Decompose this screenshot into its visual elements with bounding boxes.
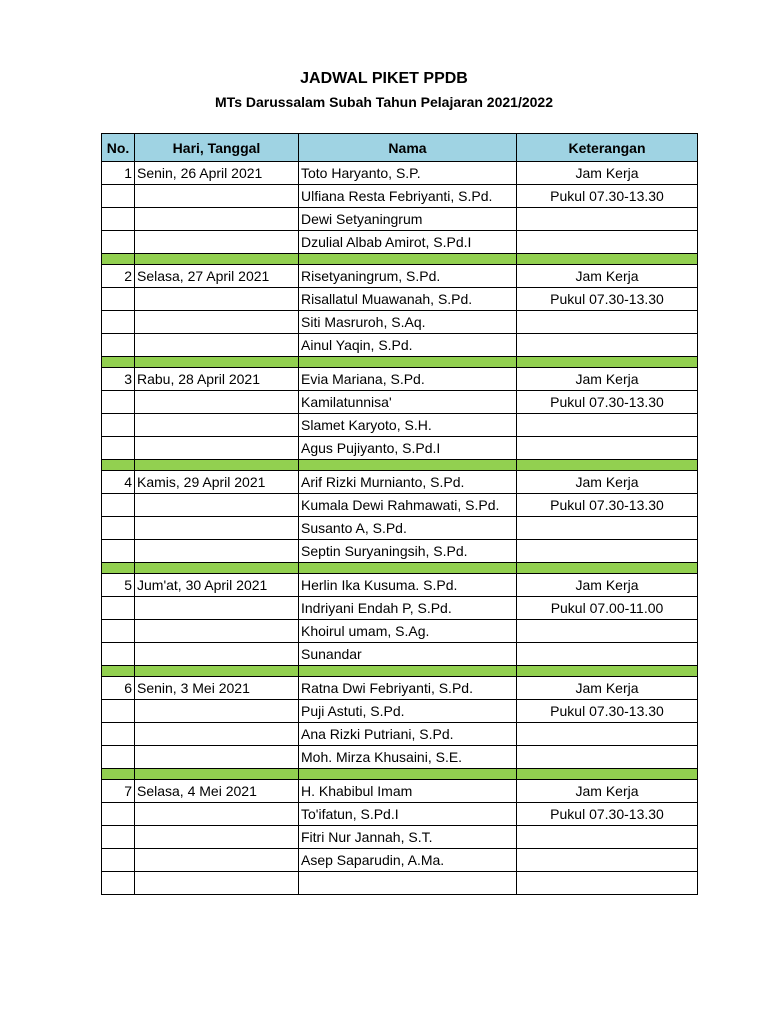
table-row bbox=[102, 311, 698, 334]
row-description: Jam Kerja bbox=[517, 574, 698, 597]
separator-row bbox=[102, 769, 698, 780]
row-description: Pukul 07.30-13.30 bbox=[517, 185, 698, 208]
header-name: Nama bbox=[299, 134, 517, 162]
row-number bbox=[102, 391, 135, 414]
row-number bbox=[102, 288, 135, 311]
row-number bbox=[102, 231, 135, 254]
row-description: Jam Kerja bbox=[517, 471, 698, 494]
row-name: Slamet Karyoto, S.H. bbox=[299, 414, 517, 437]
row-description bbox=[517, 872, 698, 895]
separator-cell bbox=[135, 357, 299, 368]
header-no: No. bbox=[102, 134, 135, 162]
row-description bbox=[517, 311, 698, 334]
row-name: Ratna Dwi Febriyanti, S.Pd. bbox=[299, 677, 517, 700]
row-day-date bbox=[135, 391, 299, 414]
row-day-date: Senin, 3 Mei 2021 bbox=[135, 677, 299, 700]
row-description bbox=[517, 231, 698, 254]
row-number: 4 bbox=[102, 471, 135, 494]
row-description bbox=[517, 620, 698, 643]
schedule-table bbox=[101, 133, 698, 895]
separator-cell bbox=[299, 357, 517, 368]
table-row bbox=[102, 208, 698, 231]
separator-cell bbox=[135, 769, 299, 780]
separator-cell bbox=[299, 769, 517, 780]
separator-cell bbox=[299, 563, 517, 574]
row-name: Kumala Dewi Rahmawati, S.Pd. bbox=[299, 494, 517, 517]
separator-cell bbox=[102, 460, 135, 471]
row-name: Septin Suryaningsih, S.Pd. bbox=[299, 540, 517, 563]
row-day-date: Senin, 26 April 2021 bbox=[135, 162, 299, 185]
row-number bbox=[102, 723, 135, 746]
row-description bbox=[517, 849, 698, 872]
row-name: Risallatul Muawanah, S.Pd. bbox=[299, 288, 517, 311]
row-day-date bbox=[135, 437, 299, 460]
row-number bbox=[102, 540, 135, 563]
separator-row bbox=[102, 254, 698, 265]
table-row bbox=[102, 185, 698, 208]
separator-cell bbox=[102, 666, 135, 677]
table-row bbox=[102, 540, 698, 563]
row-number bbox=[102, 185, 135, 208]
table-row bbox=[102, 849, 698, 872]
row-day-date: Jum'at, 30 April 2021 bbox=[135, 574, 299, 597]
row-day-date bbox=[135, 872, 299, 895]
row-name: Fitri Nur Jannah, S.T. bbox=[299, 826, 517, 849]
row-day-date bbox=[135, 517, 299, 540]
document-title: JADWAL PIKET PPDB bbox=[300, 70, 468, 87]
row-description bbox=[517, 208, 698, 231]
row-name: Ainul Yaqin, S.Pd. bbox=[299, 334, 517, 357]
row-number: 6 bbox=[102, 677, 135, 700]
separator-cell bbox=[102, 769, 135, 780]
table-row bbox=[102, 334, 698, 357]
row-description: Jam Kerja bbox=[517, 677, 698, 700]
table-row bbox=[102, 162, 698, 185]
row-number bbox=[102, 872, 135, 895]
row-description bbox=[517, 723, 698, 746]
row-name: Ana Rizki Putriani, S.Pd. bbox=[299, 723, 517, 746]
row-number: 7 bbox=[102, 780, 135, 803]
row-name: Moh. Mirza Khusaini, S.E. bbox=[299, 746, 517, 769]
table-row bbox=[102, 677, 698, 700]
row-day-date: Selasa, 4 Mei 2021 bbox=[135, 780, 299, 803]
table-row bbox=[102, 826, 698, 849]
header-row bbox=[102, 134, 698, 162]
row-day-date bbox=[135, 826, 299, 849]
row-name: Dewi Setyaningrum bbox=[299, 208, 517, 231]
row-number bbox=[102, 334, 135, 357]
row-name: To'ifatun, S.Pd.I bbox=[299, 803, 517, 826]
row-name: H. Khabibul Imam bbox=[299, 780, 517, 803]
row-day-date bbox=[135, 208, 299, 231]
separator-cell bbox=[135, 563, 299, 574]
row-number bbox=[102, 849, 135, 872]
row-name: Toto Haryanto, S.P. bbox=[299, 162, 517, 185]
row-number bbox=[102, 208, 135, 231]
row-day-date bbox=[135, 849, 299, 872]
row-name bbox=[299, 872, 517, 895]
separator-row bbox=[102, 666, 698, 677]
row-description: Jam Kerja bbox=[517, 265, 698, 288]
row-day-date bbox=[135, 803, 299, 826]
row-day-date bbox=[135, 620, 299, 643]
row-number bbox=[102, 517, 135, 540]
row-number bbox=[102, 414, 135, 437]
row-description bbox=[517, 826, 698, 849]
row-number: 1 bbox=[102, 162, 135, 185]
row-name: Ulfiana Resta Febriyanti, S.Pd. bbox=[299, 185, 517, 208]
row-day-date bbox=[135, 540, 299, 563]
separator-cell bbox=[517, 563, 698, 574]
row-name: Risetyaningrum, S.Pd. bbox=[299, 265, 517, 288]
separator-cell bbox=[135, 460, 299, 471]
row-name: Dzulial Albab Amirot, S.Pd.I bbox=[299, 231, 517, 254]
separator-cell bbox=[299, 254, 517, 265]
row-day-date bbox=[135, 643, 299, 666]
row-description bbox=[517, 414, 698, 437]
row-description: Pukul 07.30-13.30 bbox=[517, 700, 698, 723]
row-day-date: Selasa, 27 April 2021 bbox=[135, 265, 299, 288]
row-description: Pukul 07.30-13.30 bbox=[517, 391, 698, 414]
row-day-date: Rabu, 28 April 2021 bbox=[135, 368, 299, 391]
header-description: Keterangan bbox=[517, 134, 698, 162]
separator-cell bbox=[299, 666, 517, 677]
row-number: 2 bbox=[102, 265, 135, 288]
row-number bbox=[102, 803, 135, 826]
row-name: Kamilatunnisa' bbox=[299, 391, 517, 414]
row-name: Arif Rizki Murnianto, S.Pd. bbox=[299, 471, 517, 494]
table-row bbox=[102, 288, 698, 311]
row-number bbox=[102, 826, 135, 849]
row-day-date bbox=[135, 700, 299, 723]
row-number bbox=[102, 437, 135, 460]
table-row bbox=[102, 597, 698, 620]
table-row bbox=[102, 872, 698, 895]
row-name: Susanto A, S.Pd. bbox=[299, 517, 517, 540]
table-row bbox=[102, 723, 698, 746]
row-description bbox=[517, 643, 698, 666]
row-description bbox=[517, 517, 698, 540]
row-description: Jam Kerja bbox=[517, 368, 698, 391]
row-number: 3 bbox=[102, 368, 135, 391]
row-day-date bbox=[135, 334, 299, 357]
row-number: 5 bbox=[102, 574, 135, 597]
row-description: Jam Kerja bbox=[517, 162, 698, 185]
row-day-date bbox=[135, 494, 299, 517]
row-name: Indriyani Endah P, S.Pd. bbox=[299, 597, 517, 620]
separator-cell bbox=[517, 254, 698, 265]
separator-row bbox=[102, 460, 698, 471]
table-row bbox=[102, 620, 698, 643]
row-day-date bbox=[135, 185, 299, 208]
document-subtitle: MTs Darussalam Subah Tahun Pelajaran 2021/2022 bbox=[215, 94, 553, 110]
table-row bbox=[102, 494, 698, 517]
row-day-date bbox=[135, 288, 299, 311]
table-row bbox=[102, 517, 698, 540]
schedule-body bbox=[102, 162, 698, 895]
row-name: Evia Mariana, S.Pd. bbox=[299, 368, 517, 391]
row-description bbox=[517, 437, 698, 460]
row-number bbox=[102, 311, 135, 334]
table-row bbox=[102, 231, 698, 254]
row-name: Siti Masruroh, S.Aq. bbox=[299, 311, 517, 334]
row-day-date: Kamis, 29 April 2021 bbox=[135, 471, 299, 494]
row-number bbox=[102, 620, 135, 643]
row-number bbox=[102, 643, 135, 666]
table-row bbox=[102, 414, 698, 437]
table-row bbox=[102, 700, 698, 723]
separator-cell bbox=[102, 563, 135, 574]
separator-cell bbox=[517, 769, 698, 780]
table-row bbox=[102, 368, 698, 391]
table-row bbox=[102, 437, 698, 460]
separator-cell bbox=[517, 460, 698, 471]
row-number bbox=[102, 597, 135, 620]
row-description: Pukul 07.00-11.00 bbox=[517, 597, 698, 620]
table-row bbox=[102, 780, 698, 803]
separator-cell bbox=[102, 357, 135, 368]
row-description bbox=[517, 334, 698, 357]
row-name: Khoirul umam, S.Ag. bbox=[299, 620, 517, 643]
row-name: Agus Pujiyanto, S.Pd.I bbox=[299, 437, 517, 460]
row-number bbox=[102, 494, 135, 517]
row-description bbox=[517, 540, 698, 563]
row-day-date bbox=[135, 746, 299, 769]
table-row bbox=[102, 471, 698, 494]
separator-cell bbox=[517, 357, 698, 368]
row-description: Pukul 07.30-13.30 bbox=[517, 494, 698, 517]
separator-row bbox=[102, 563, 698, 574]
separator-cell bbox=[135, 666, 299, 677]
row-name: Herlin Ika Kusuma. S.Pd. bbox=[299, 574, 517, 597]
row-description bbox=[517, 746, 698, 769]
row-number bbox=[102, 700, 135, 723]
row-name: Puji Astuti, S.Pd. bbox=[299, 700, 517, 723]
header-day-date: Hari, Tanggal bbox=[135, 134, 299, 162]
row-name: Asep Saparudin, A.Ma. bbox=[299, 849, 517, 872]
separator-cell bbox=[517, 666, 698, 677]
row-description: Pukul 07.30-13.30 bbox=[517, 288, 698, 311]
table-row bbox=[102, 746, 698, 769]
separator-cell bbox=[135, 254, 299, 265]
table-row bbox=[102, 643, 698, 666]
row-number bbox=[102, 746, 135, 769]
row-description: Jam Kerja bbox=[517, 780, 698, 803]
row-description: Pukul 07.30-13.30 bbox=[517, 803, 698, 826]
row-day-date bbox=[135, 723, 299, 746]
row-day-date bbox=[135, 311, 299, 334]
table-row bbox=[102, 574, 698, 597]
row-name: Sunandar bbox=[299, 643, 517, 666]
separator-row bbox=[102, 357, 698, 368]
row-day-date bbox=[135, 231, 299, 254]
row-day-date bbox=[135, 414, 299, 437]
table-row bbox=[102, 803, 698, 826]
table-row bbox=[102, 391, 698, 414]
table-row bbox=[102, 265, 698, 288]
separator-cell bbox=[299, 460, 517, 471]
row-day-date bbox=[135, 597, 299, 620]
separator-cell bbox=[102, 254, 135, 265]
